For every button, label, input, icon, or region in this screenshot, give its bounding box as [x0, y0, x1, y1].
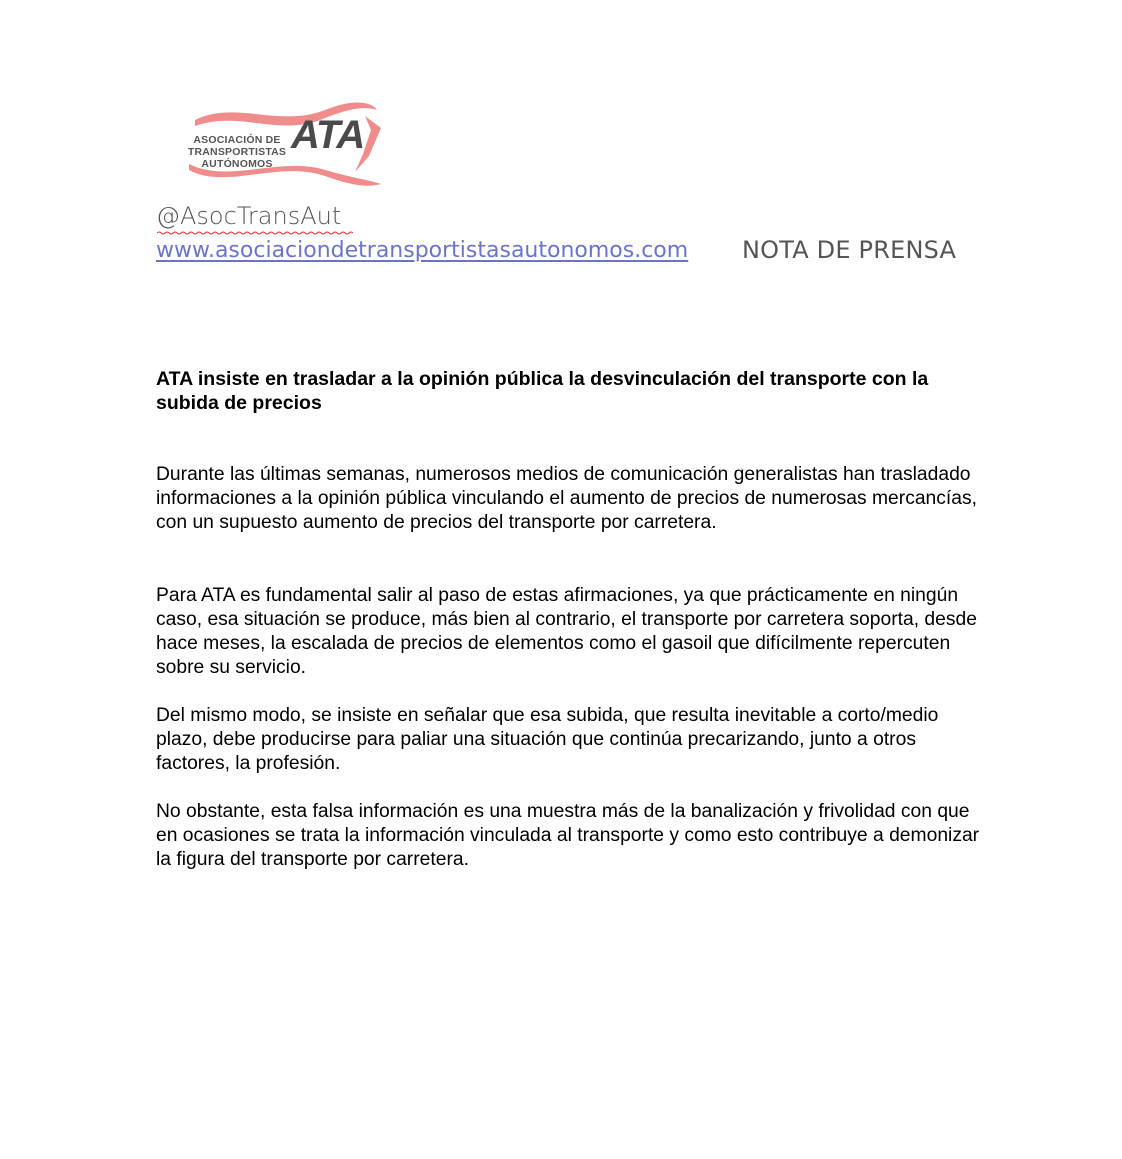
headline: ATA insiste en trasladar a la opinión pública la desvinculación del transporte con la subida de precios [156, 368, 929, 414]
ata-logo [185, 98, 385, 190]
twitter-handle: @AsocTransAut [156, 202, 342, 230]
paragraph-1: Durante las últimas semanas, numerosos medios de comunicación generalistas han trasladado informaciones a la opinión pública vinculando el aumento de precios de numerosas mercancías, con un supuesto aumento de precios del transporte por carretera. [156, 464, 977, 533]
logo-line-2: TRANSPORTISTAS [187, 146, 287, 158]
press-release-label: NOTA DE PRENSA [742, 236, 957, 264]
logo-line-3: AUTÓNOMOS [201, 158, 273, 170]
spellcheck-underline [157, 231, 353, 235]
paragraph-2: Para ATA es fundamental salir al paso de estas afirmaciones, ya que prácticamente en ningún caso, esa situación se produce, más bien al contrario, el transporte por carretera soporta, desde hace meses, la escalada de precios de elementos como el gasoil que difícilmente repercuten sobre su servicio. [156, 585, 977, 678]
logo-association-name [185, 134, 289, 170]
website-link[interactable]: www.asociaciondetransportistasautonomos.com [156, 238, 689, 263]
logo-mark: ATA [291, 113, 365, 157]
paragraph-4: No obstante, esta falsa información es una muestra más de la banalización y frivolidad con que en ocasiones se trata la información vinculada al transporte y como esto contribuye a demonizar la figura del transporte por carretera. [156, 801, 980, 870]
logo-line-1: ASOCIACIÓN DE [193, 134, 281, 146]
paragraph-3: Del mismo modo, se insiste en señalar que esa subida, que resulta inevitable a corto/medio plazo, debe producirse para paliar una situación que continúa precarizando, junto a otros factores, la profesión. [156, 705, 939, 774]
